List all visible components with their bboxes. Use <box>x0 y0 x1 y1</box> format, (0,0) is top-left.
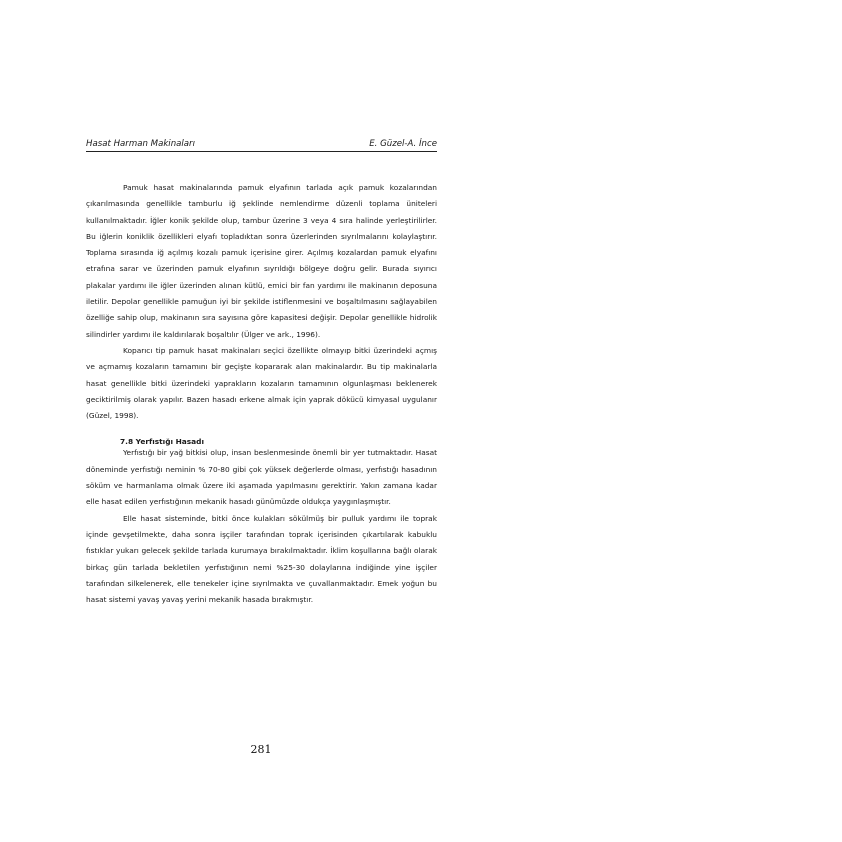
header-authors: E. Güzel-A. İnce <box>369 139 437 149</box>
page-body <box>86 180 437 608</box>
running-header <box>86 138 437 152</box>
paragraph: Yerfıstığı bir yağ bitkisi olup, insan beslenmesinde önemli bir yer tutmaktadır. Hasat döneminde yerfıstığı neminin % 70-80 gibi çok yüksek değerlerde olması, yerfıstığı hasadının söküm ve harmanlama olmak üzere iki aşamada yapılmasını gerektirir. Yakın zamana kadar elle hasat edilen yerfıstığının mekanik hasadı günümüzde oldukça yaygınlaşmıştır. <box>86 448 437 507</box>
paragraph: Elle hasat sisteminde, bitki önce kulakları sökülmüş bir pulluk yardımı ile toprak içinde gevşetilmekte, daha sonra işçiler tarafından toprak içerisinden çıkartılarak kabuklu fıstıklar yukarı gelecek şekilde tarlada kurumaya bırakılmaktadır. İklim koşullarına bağlı olarak birkaç gün tarlada bekletilen yerfıstığının nemi %25-30 dolaylarına indiğinde yine işçiler tarafından silkelenerek, elle tenekeler içine sıyrılmakta ve çuvallanmaktadır. Emek yoğun bu hasat sistemi yavaş yavaş yerini mekanik hasada bırakmıştır. <box>86 513 437 605</box>
paragraph: Koparıcı tip pamuk hasat makinaları seçici özellikte olmayıp bitki üzerindeki açmış ve açmamış kozaların tamamını bir geçişte kopararak alan makinalardır. Bu tip makinalarla hasat genellikle bitki üzerindeki yaprakların kozaların tamamının olgunlaşması beklenerek geciktirilmiş olarak yapılır. Bazen hasadı erkene almak için yaprak dökücü kimyasal uygulanır (Güzel, 1998). <box>86 345 437 421</box>
section-heading: 7.8 Yerfıstığı Hasadı <box>120 437 204 447</box>
paragraph: Pamuk hasat makinalarında pamuk elyafının tarlada açık pamuk kozalarından çıkarılmasında genellikle tamburlu iğ şeklinde nemlendirme düzenli toplama üniteleri kullanılmaktadır. İğler konik şekilde olup, tambur üzerine 3 veya 4 sıra halinde yerleştirilirler. Bu iğlerin koniklik özellikleri elyafı topladıktan sonra üzerlerinden sıyrılmalarını kolaylaştırır. Toplama sırasında iğ açılmış kozalı pamuk içerisine girer. Açılmış kozalardan pamuk elyafını etrafına sarar ve üzerinden pamuk elyafının sıyrıldığı bölgeye doğru gelir. Burada sıyırıcı plakalar yardımı ile iğler üzerinden alınan kütlü, emici bir fan yardımı ile makinanın deposuna iletilir. Depolar genellikle pamuğun iyi bir şekilde istiflenmesini ve boşaltılmasını sağlayabilen özelliğe sahip olup, makinanın sıra sayısına göre kapasitesi değişir. Depolar genellikle hidrolik silindirler yardımı ile kaldırılarak boşaltılır (Ülger ve ark., 1996). <box>86 183 437 339</box>
header-title: Hasat Harman Makinaları <box>86 139 195 149</box>
page-number: 281 <box>250 743 272 756</box>
